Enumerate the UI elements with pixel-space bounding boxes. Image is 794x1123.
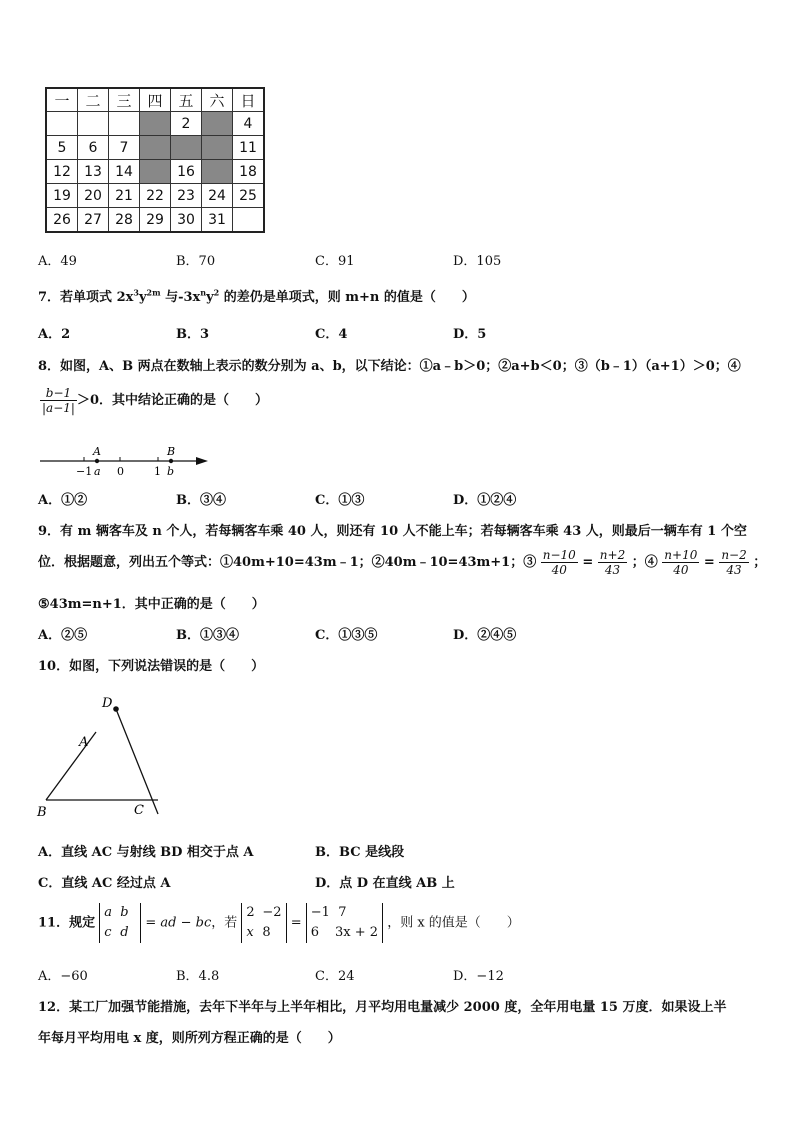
determinant-left <box>241 903 286 943</box>
calendar-cell-shaded <box>202 136 233 160</box>
calendar-cell: 4 <box>233 112 265 136</box>
label-A: A <box>93 445 101 458</box>
fraction-numerator: n+10 <box>664 548 698 562</box>
calendar-cell: 25 <box>233 184 265 208</box>
det-entry: a <box>104 905 112 920</box>
label-A: A <box>79 735 89 750</box>
q10-option-b[interactable]: B．BC 是线段 <box>315 845 405 860</box>
q7-text: 7．若单项式 2x <box>38 290 134 305</box>
det-entry: c <box>104 925 112 940</box>
calendar-cell: 7 <box>109 136 140 160</box>
question-10-stem: 10．如图，下列说法错误的是（ ） <box>38 659 265 674</box>
calendar-cell-shaded <box>202 112 233 136</box>
q9-fraction <box>541 548 578 577</box>
question-8-stem-line2 <box>40 386 268 415</box>
calendar-cell: 29 <box>140 208 171 233</box>
calendar-cell <box>46 112 78 136</box>
q8-option-d[interactable]: D．①②④ <box>453 493 517 508</box>
question-9-stem-line3: ⑤43m=n+1．其中正确的是（ ） <box>38 597 265 612</box>
q9-option-d[interactable]: D．②④⑤ <box>453 628 517 643</box>
q8-option-c[interactable]: C．①③ <box>315 493 365 508</box>
q11-text: ，若 <box>211 915 238 931</box>
q6-option-c[interactable]: C．91 <box>315 254 355 269</box>
det-entry: −2 <box>262 905 282 920</box>
q9-option-b[interactable]: B．①③④ <box>176 628 239 643</box>
calendar-cell: 22 <box>140 184 171 208</box>
label-B: B <box>167 445 176 458</box>
calendar-cell: 16 <box>171 160 202 184</box>
calendar-cell: 27 <box>78 208 109 233</box>
q9-fraction <box>662 548 699 577</box>
det-entry: x <box>246 925 254 940</box>
fraction-numerator: n−2 <box>721 548 747 562</box>
label-D: D <box>102 696 113 711</box>
q10-option-c[interactable]: C．直线 AC 经过点 A <box>38 876 171 891</box>
calendar-cell: 6 <box>78 136 109 160</box>
det-entry: −1 <box>310 905 330 920</box>
tick-label: 0 <box>117 465 124 478</box>
calendar-cell-shaded <box>140 136 171 160</box>
calendar-header-cell: 三 <box>109 88 140 112</box>
calendar-cell: 24 <box>202 184 233 208</box>
q11-option-b[interactable]: B．4.8 <box>176 969 220 984</box>
calendar-cell-shaded <box>140 160 171 184</box>
calendar-cell: 11 <box>233 136 265 160</box>
calendar-cell: 19 <box>46 184 78 208</box>
q9-option-c[interactable]: C．①③⑤ <box>315 628 378 643</box>
q8-text: ＞0．其中结论正确的是（ ） <box>76 393 268 408</box>
q7-exp: 3 <box>133 287 139 298</box>
calendar-header-cell: 一 <box>46 88 78 112</box>
q11-text: ，则 x 的值是（ ） <box>387 915 520 931</box>
question-8-stem: 8．如图，A、B 两点在数轴上表示的数分别为 a、b，以下结论：①a﹣b＞0；②a+b＜0；③（b﹣1）（a+1）＞0；④ <box>38 359 741 374</box>
triangle-figure <box>34 690 174 822</box>
calendar-cell: 21 <box>109 184 140 208</box>
q7-exp: n <box>200 287 207 298</box>
calendar-cell: 20 <box>78 184 109 208</box>
tick-label: −1 <box>76 465 93 478</box>
q9-text: = <box>582 555 594 570</box>
q8-fraction <box>40 386 77 415</box>
det-entry: d <box>120 925 129 940</box>
fraction-denominator: 43 <box>604 563 621 577</box>
determinant-right <box>306 903 383 943</box>
calendar-header-cell: 五 <box>171 88 202 112</box>
question-9-stem-line2 <box>38 548 766 577</box>
fraction-numerator: n−10 <box>542 548 576 562</box>
label-C: C <box>134 803 144 818</box>
q8-option-a[interactable]: A．①② <box>38 493 88 508</box>
q7-option-d[interactable]: D．5 <box>453 327 487 342</box>
question-12-stem-line2: 年每月平均用电 x 度，则所列方程正确的是（ ） <box>38 1031 341 1046</box>
question-12-stem: 12．某工厂加强节能措施，去年下半年与上半年相比，月平均用电量减少 2000 度，全年用电量 15 万度．如果设上半 <box>38 1000 727 1015</box>
point-b <box>169 459 173 463</box>
q11-text: = ad − bc <box>145 915 212 931</box>
q9-fraction <box>719 548 748 577</box>
question-7-stem <box>38 286 475 305</box>
label-a: a <box>94 465 101 478</box>
calendar-cell-shaded <box>202 160 233 184</box>
q10-option-d[interactable]: D．点 D 在直线 AB 上 <box>315 876 455 891</box>
calendar-cell-shaded <box>171 136 202 160</box>
label-b: b <box>167 465 175 478</box>
arrow-icon <box>196 457 208 465</box>
calendar-cell-shaded <box>140 112 171 136</box>
calendar-cell: 30 <box>171 208 202 233</box>
q7-text: y <box>206 290 214 305</box>
det-entry: 6 <box>310 925 320 940</box>
q9-text: ； <box>753 555 767 570</box>
label-B: B <box>37 805 47 820</box>
q11-option-a[interactable]: A．−60 <box>38 969 88 984</box>
q7-text: y <box>138 290 147 305</box>
det-entry: 7 <box>338 905 347 920</box>
point-d <box>113 706 119 712</box>
calendar-cell: 5 <box>46 136 78 160</box>
calendar-cell <box>233 208 265 233</box>
calendar-cell: 2 <box>171 112 202 136</box>
point-a <box>95 459 99 463</box>
q8-option-b[interactable]: B．③④ <box>176 493 226 508</box>
fraction-denominator: 40 <box>551 563 567 577</box>
fraction-denominator: |a−1| <box>42 401 75 415</box>
fraction-denominator: 43 <box>726 563 742 577</box>
q11-option-c[interactable]: C．24 <box>315 969 355 984</box>
q11-text: 11．规定 <box>38 915 96 931</box>
calendar-header-cell: 六 <box>202 88 233 112</box>
q7-exp: 2m <box>146 287 161 298</box>
q11-text: = <box>290 915 302 931</box>
det-entry: 3x + 2 <box>335 925 379 940</box>
q10-option-a[interactable]: A．直线 AC 与射线 BD 相交于点 A <box>38 845 254 860</box>
question-9-stem: 9．有 m 辆客车及 n 个人，若每辆客车乘 40 人，则还有 10 人不能上车；若每辆客车乘 43 人，则最后一辆车有 1 个空 <box>38 524 747 539</box>
calendar-table <box>45 87 265 233</box>
fraction-numerator: n+2 <box>599 548 626 562</box>
q7-text: 与-3x <box>160 290 201 305</box>
q9-fraction <box>598 548 627 577</box>
fraction-denominator: 40 <box>673 563 689 577</box>
det-entry: 2 <box>246 905 255 920</box>
calendar-cell: 28 <box>109 208 140 233</box>
q7-exp: 2 <box>213 287 220 298</box>
tick-label: 1 <box>154 465 161 478</box>
q7-option-c[interactable]: C．4 <box>315 327 348 342</box>
q6-option-d[interactable]: D．105 <box>453 254 502 269</box>
fraction-numerator: b−1 <box>40 386 77 401</box>
calendar-header-cell: 四 <box>140 88 171 112</box>
q9-text: 位．根据题意，列出五个等式：①40m+10=43m﹣1；②40m﹣10=43m+1；③ <box>38 555 537 570</box>
calendar-cell: 31 <box>202 208 233 233</box>
q7-option-a[interactable]: A．2 <box>38 327 71 342</box>
calendar-cell: 13 <box>78 160 109 184</box>
q7-option-b[interactable]: B．3 <box>176 327 210 342</box>
calendar-cell: 26 <box>46 208 78 233</box>
det-entry: 8 <box>262 925 271 940</box>
q9-option-a[interactable]: A．②⑤ <box>38 628 88 643</box>
q9-text: = <box>703 555 715 570</box>
calendar-cell: 14 <box>109 160 140 184</box>
determinant-def <box>99 903 141 943</box>
number-line-figure <box>36 440 216 478</box>
calendar-cell <box>109 112 140 136</box>
q7-text: 的差仍是单项式，则 m+n 的值是（ ） <box>219 290 475 305</box>
q6-option-b[interactable]: B．70 <box>176 254 216 269</box>
calendar-cell: 12 <box>46 160 78 184</box>
calendar-cell <box>78 112 109 136</box>
q6-option-a[interactable]: A．49 <box>38 254 77 269</box>
det-entry: b <box>120 905 129 920</box>
calendar-cell: 23 <box>171 184 202 208</box>
calendar-header-cell: 二 <box>78 88 109 112</box>
q9-text: ；④ <box>631 555 658 570</box>
question-11-stem <box>38 903 520 943</box>
q11-option-d[interactable]: D．−12 <box>453 969 504 984</box>
calendar-header-cell: 日 <box>233 88 265 112</box>
calendar-cell: 18 <box>233 160 265 184</box>
